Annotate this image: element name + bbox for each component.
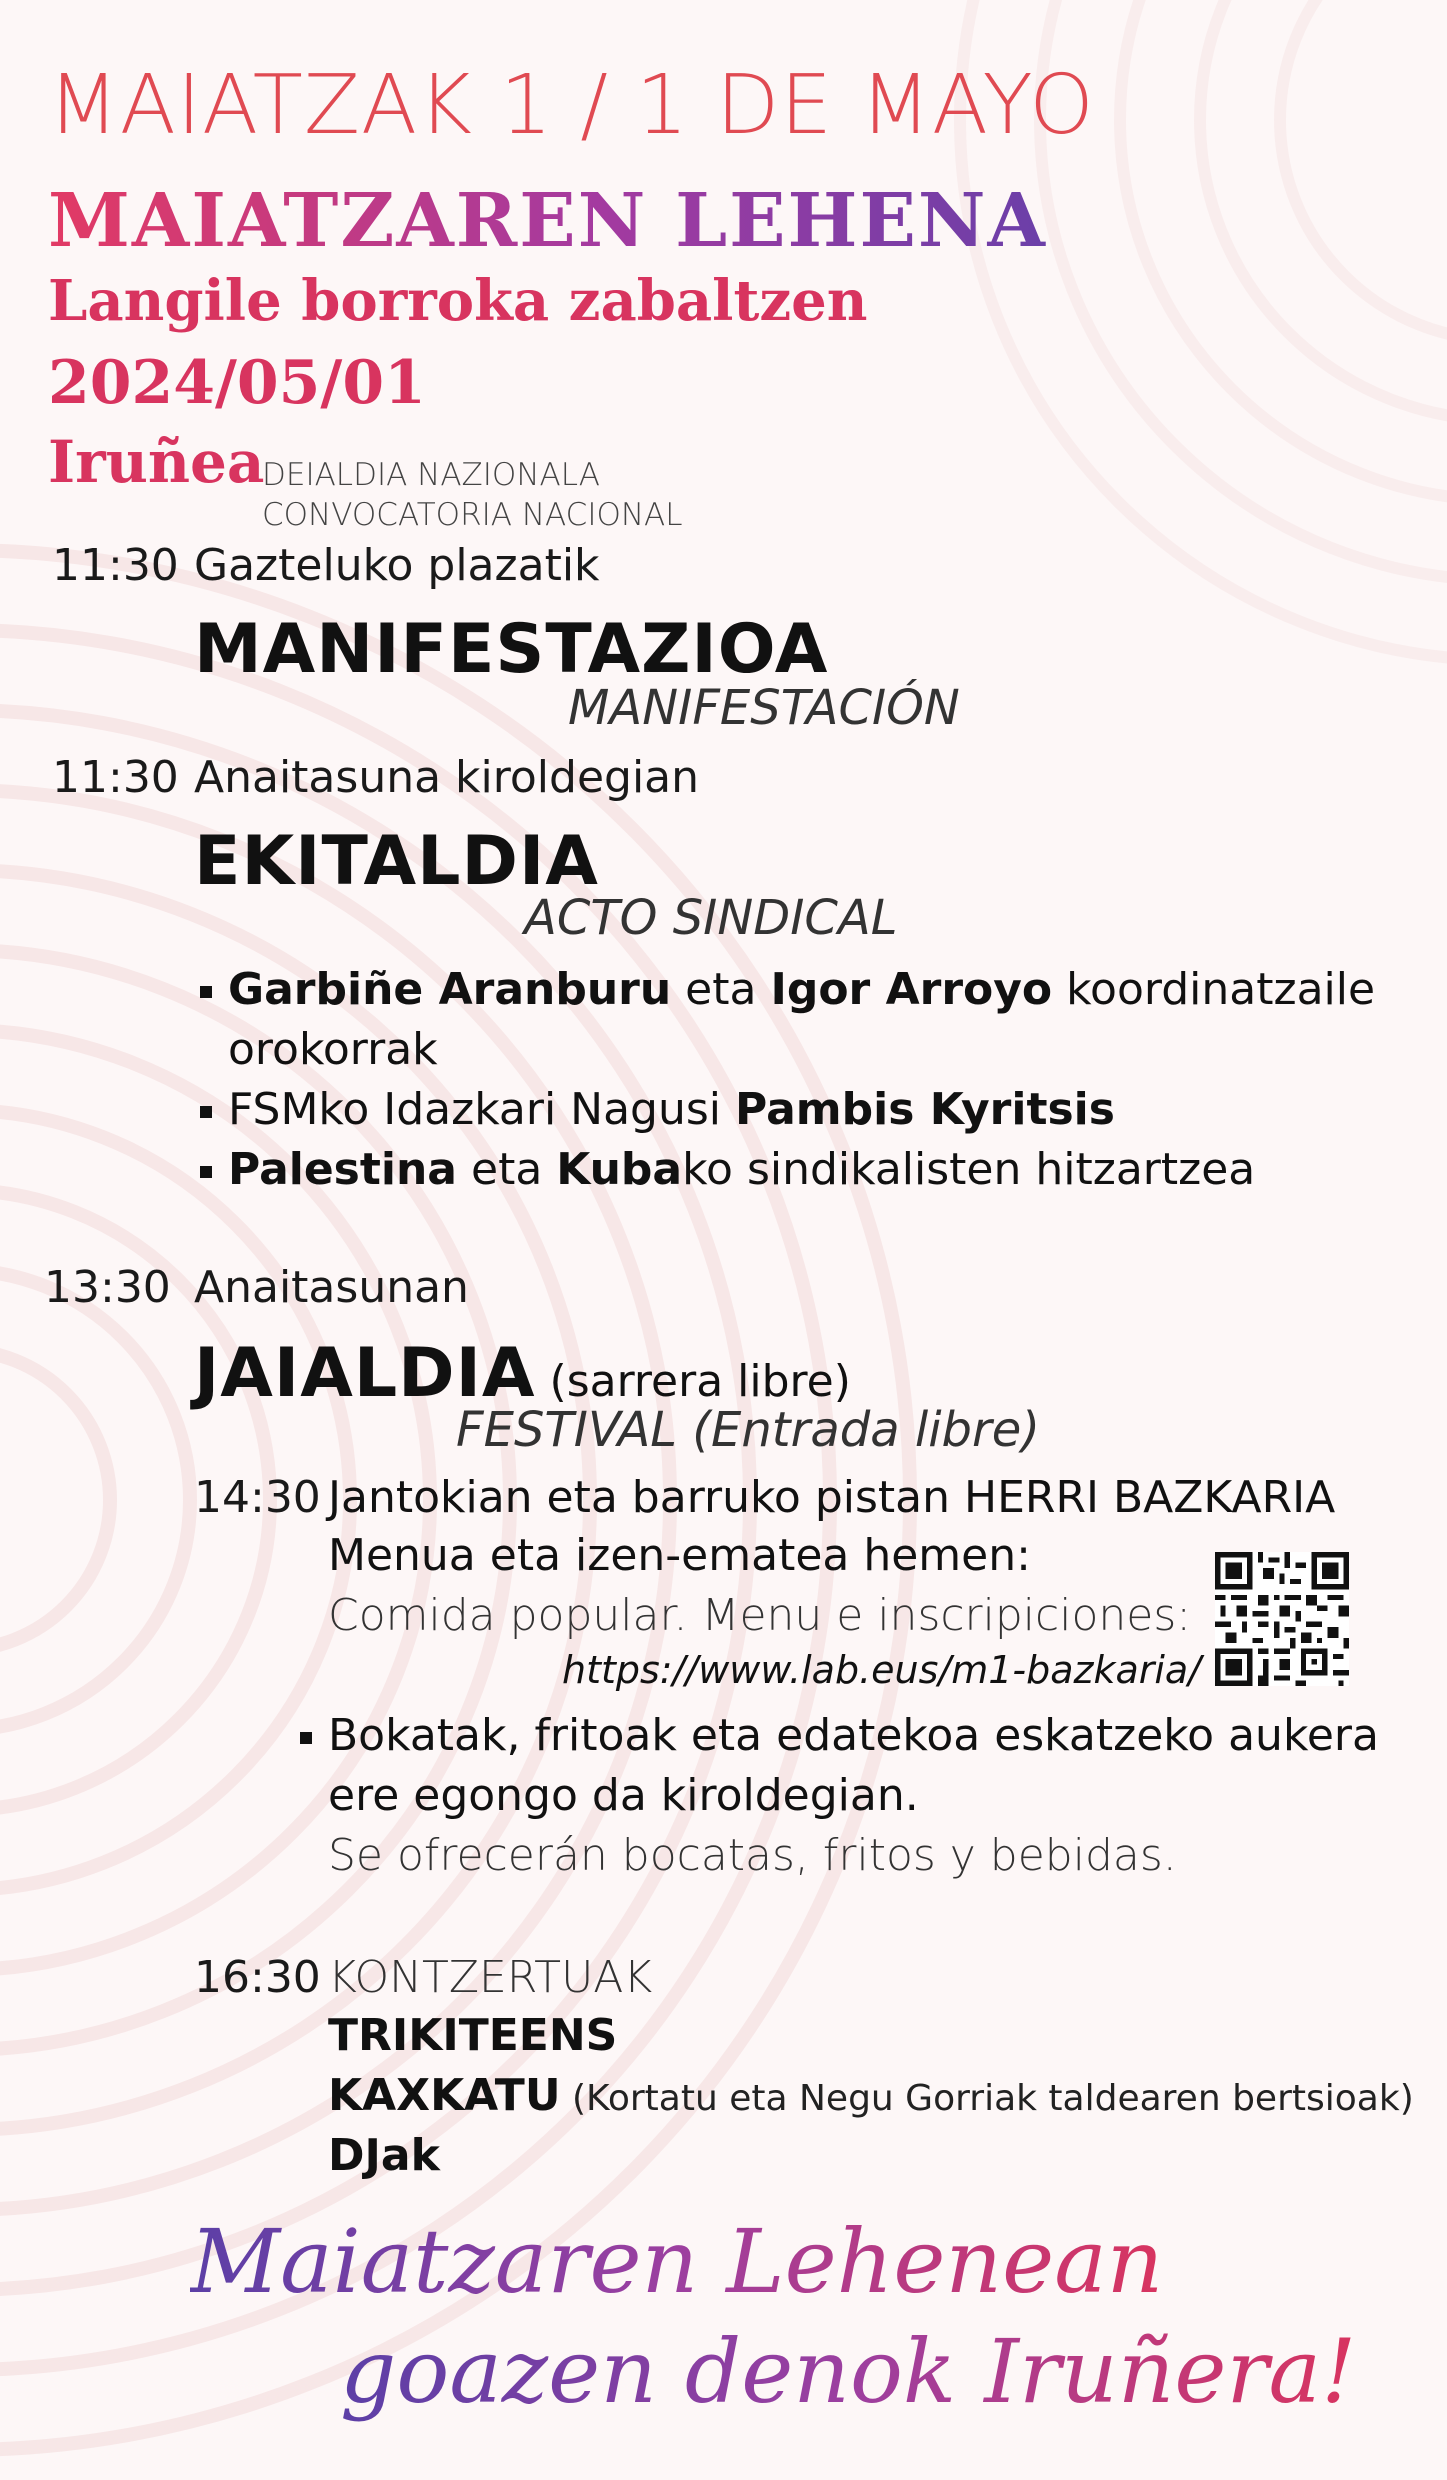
band-2-name: KAXKATU <box>328 2070 561 2121</box>
speaker-bullet-2: FSMko Idazkari Nagusi Pambis Kyritsis <box>200 1080 1115 1140</box>
event2-title-es: ACTO SINDICAL <box>524 890 898 946</box>
event3-place: Anaitasunan <box>194 1262 469 1313</box>
band-2-note: (Kortatu eta Negu Gorriak taldearen bertsioak) <box>560 2078 1414 2119</box>
national-call <box>262 455 683 535</box>
band-1: TRIKITEENS <box>328 2010 618 2061</box>
slogan-line-2: goazen denok Iruñera! <box>340 2320 1357 2423</box>
bullet-square-icon <box>300 1732 312 1744</box>
bullet-square-icon <box>200 986 212 998</box>
band-3: DJak <box>328 2130 440 2181</box>
qr-code-icon[interactable] <box>1215 1552 1349 1686</box>
event-city: Iruñea <box>48 428 265 496</box>
event-title: MAIATZAREN LEHENA <box>48 178 1047 264</box>
call-es: CONVOCATORIA NACIONAL <box>262 497 683 533</box>
concerts-time: 16:30 <box>194 1952 321 2003</box>
event2-place: Anaitasuna kiroldegian <box>194 752 700 803</box>
lunch-bullet: Bokatak, fritoak eta edatekoa eskatzeko aukera <box>300 1710 1379 1761</box>
lunch-url-link[interactable]: https://www.lab.eus/m1-bazkaria/ <box>562 1648 1202 1692</box>
event3-time: 13:30 <box>44 1262 171 1313</box>
event3-title-text: JAIALDIA <box>194 1334 536 1413</box>
event-date: 2024/05/01 <box>48 348 426 418</box>
bullet-square-icon <box>200 1106 212 1118</box>
concerts-label: KONTZERTUAK <box>328 1952 653 2003</box>
event-subtitle: Langile borroka zabaltzen <box>48 268 868 334</box>
event1-title-es: MANIFESTACIÓN <box>568 680 960 736</box>
lunch-line1: Jantokian eta barruko pistan HERRI BAZKARIA <box>328 1472 1336 1523</box>
event1-title: MANIFESTAZIOA <box>194 610 829 689</box>
slogan-line-1: Maiatzaren Lehenean <box>190 2210 1164 2313</box>
lunch-time: 14:30 <box>194 1472 321 1523</box>
event2-time: 11:30 <box>52 752 179 803</box>
speaker-bullet-1: Garbiñe Aranburu eta Igor Arroyo koordinatzaile <box>200 960 1375 1020</box>
date-heading: MAIATZAK 1 / 1 DE MAYO <box>48 58 1095 153</box>
event1-time: 11:30 <box>52 540 179 591</box>
event2-title: EKITALDIA <box>194 822 599 901</box>
band-2 <box>328 2070 1414 2121</box>
event3-title-es: FESTIVAL (Entrada libre) <box>456 1402 1041 1458</box>
bullet-square-icon <box>200 1166 212 1178</box>
event1-place: Gazteluko plazatik <box>194 540 600 591</box>
lunch-line2: Menua eta izen-ematea hemen: <box>328 1530 1031 1581</box>
speaker-bullet-1-cont: orokorrak <box>228 1024 438 1075</box>
lunch-bullet-es: Se ofrecerán bocatas, fritos y bebidas. <box>328 1830 1177 1881</box>
speaker-bullet-3: Palestina eta Kubako sindikalisten hitzartzea <box>200 1140 1255 1200</box>
lunch-bullet-cont: ere egongo da kiroldegian. <box>328 1770 919 1821</box>
lunch-line3: Comida popular. Menu e inscripiciones: <box>328 1590 1192 1641</box>
call-eu: DEIALDIA NAZIONALA <box>262 457 600 493</box>
event3-title-note: (sarrera libre) <box>535 1356 851 1407</box>
